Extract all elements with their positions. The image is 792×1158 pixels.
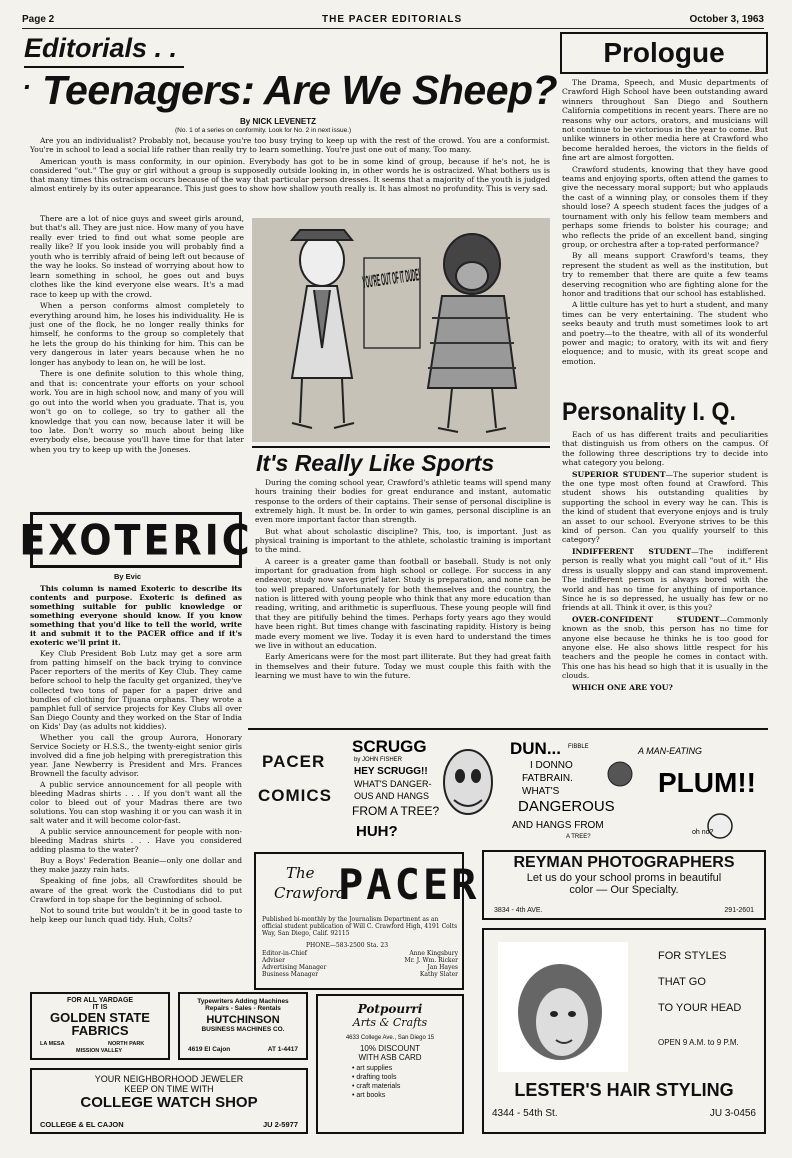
type-head: INDIFFERENT STUDENT [572,546,692,556]
dun-speech: A TREE? [566,834,591,840]
type-head: OVER-CONFIDENT STUDENT [572,614,720,624]
reyman-name: REYMAN PHOTOGRAPHERS [513,854,735,871]
exoteric-para: Buy a Boys' Federation Beanie—only one dollar and they make jazzy rain hats. [30,856,242,875]
prologue-title-box [560,32,768,74]
exoteric-para: A public service announcement for people with non-bleeding Madras shirts . . . Have you considered adding plasma to the water? [30,827,242,855]
staff-role: Adviser [262,957,285,964]
exoteric-para: Not to sound trite but wouldn't it be in good taste to help keep our lunch quad tidy. Huh, Colts? [30,905,242,924]
masthead-the: The [286,864,315,882]
dun-speech: FATBRAIN. [522,773,573,784]
plum-big: PLUM!! [658,767,756,798]
lester-l3: TO YOUR HEAD [658,1002,742,1014]
type-head: SUPERIOR STUDENT [572,469,666,479]
exoteric-para: Whether you call the group Aurora, Honorary Service Society or H.S.S., the twenty-eight senior girls involved did a fine job helping with preregistration this year. Jane Newberry is President and Mrs. Frances Brownell the faculty advisor. [30,732,242,778]
sports-headline: It's Really Like Sports [256,450,495,476]
masthead-phone: PHONE—583-2500 Sta. 23 [306,942,389,949]
potpourri-addr: 4633 College Ave., San Diego 15 [345,1035,435,1041]
exoteric-logo-text: EXOTERIC [19,515,253,565]
college-addr: COLLEGE & EL CAJON [40,1120,124,1129]
dun-small: FIBBLE [568,744,589,750]
staff-row [262,950,458,957]
hutch-ad [178,992,308,1060]
reyman-ad [482,850,766,920]
lester-ad [482,928,766,1134]
personality-headline: Personality I. Q. [562,398,736,426]
item-label: art books [356,1092,386,1099]
sports-column [255,478,551,682]
conformity-cartoon [252,218,550,442]
lester-hours: OPEN 9 A.M. to 9 P.M. [658,1038,739,1047]
type-text: —Commonly known as the snob, this person has no time for anyone else because he thinks he is too good for anyone else. He also shows little respect for his teachers and the people he comes in contact with. This one has his head so high that it is usually in the clouds. [562,614,768,681]
staff-row [262,964,458,971]
item-label: craft materials [356,1083,401,1090]
personality-intro: Each of us has different traits and peculiarities that distinguish us from others on the campus. Of the following three descriptions try to decide into what category you belong. [562,430,768,468]
scrugg-credit: by JOHN FISHER [354,757,403,763]
scrugg-speech: WHAT'S DANGER- [354,779,432,789]
golden-loc1: LA MESA [40,1041,65,1047]
scrugg-art [350,736,505,842]
exoteric-column [30,584,242,926]
teen-column [30,214,244,456]
lester-l2: THAT GO [658,976,706,988]
dun-art [508,736,634,842]
sports-para: During the coming school year, Crawford's athletic teams will spend many hours training their bodies for great endurance and instant, automatic response to the orders of their captains. Their sense of personal discipline is extremely high. It must be. In order to win games, personal discipline is an even more important factor than strength. [255,478,551,525]
item-label: drafting tools [356,1074,397,1081]
exoteric-intro: This column is named Exoteric to describe its contents and purpose. Exoteric is defined as something suitable for public knowledge or something everyone should know. If you know something that you'd like to tell the world, write it and submit it to the PACER office and if it's exoteric we'll print it. [30,584,242,648]
personality-type [562,615,768,681]
item-label: art supplies [356,1065,393,1072]
teen-col-para: There are a lot of nice guys and sweet girls around, but that's all. They are just nice. How many of you have really ever tried to find out what some people are really like? If you look inside you will probably find a youth who is terribly afraid of being left out because of the way he looks. So instead of worrying about how to learn something in school, he goes out and buys clothes like the kind everyone else wears. It's a mad race to keep up with the crowd. [30,214,244,299]
exoteric-byline: By Evic [114,572,142,581]
woman-photo [498,942,628,1072]
teen-byline: By NICK LEVENETZ [240,117,317,126]
sports-para: Early Americans were for the most part illiterate. But they had great faith in themselves and their future. Today we must couple this faith with the learning we must have to win the future. [255,652,551,680]
college-l2: KEEP ON TIME WITH [124,1084,214,1094]
exoteric-logo [19,512,253,568]
hutch-name: HUTCHINSON [206,1014,280,1026]
comic-dun [508,736,634,842]
dun-speech: I DONNO [530,760,573,771]
prologue-title: Prologue [603,37,725,68]
reyman-phone: 291-2601 [724,907,754,914]
personality-type [562,470,768,545]
issue-date: October 3, 1963 [689,14,764,25]
hutch-l1: Typewriters Adding Machines [197,998,289,1005]
lester-name: LESTER'S HAIR STYLING [514,1080,734,1100]
teen-col-para: There is one definite solution to this whole thing, and that is: concentrate your efforts on your school work. You are in high school now, and many of you will go out into the world when you graduate. That is, you won't go on to college, so try to gather all the knowledge that you can now, because later it will be too late. Don't worry so much about being like everybody else, because you'll have time for that later when you try to keep up with the Joneses. [30,369,244,454]
scrugg-speech: FROM A TREE? [352,804,440,818]
section-name: THE PACER EDITORIALS [322,14,463,25]
dun-speech: WHAT'S [522,786,560,797]
potpourri-item: • art books [352,1092,386,1099]
prologue-para: A little culture has yet to hurt a student, and many times can be very entertaining. The student who seeks beauty and truth must sometimes look to art and poetry—to the theatre, with all of its wonderful power and magic; to oratory, with its wit and fiery eloquence; and to music, with its great scope and emotion. [562,300,768,366]
staff-role: Business Manager [262,971,319,978]
teen-lead [30,136,550,196]
golden-loc3: MISSION VALLEY [76,1048,123,1054]
potpourri-items [318,1064,462,1100]
scrugg-speech: HEY SCRUGG!! [354,766,428,777]
editorials-label: Editorials . . . [24,33,178,95]
scrugg-speech: OUS AND HANGS [354,791,430,801]
sports-rule [252,446,550,448]
teen-col-para: When a person conforms almost completely to everything around him, he loses his individuality. He is just one of the flock, he no longer really thinks for himself, he conforms to the group so completely that he lets the group do his thinking for him. This can be very dangerous in later years because when he no longer has anybody to lean on, he will be lost. [30,301,244,367]
personality-type [562,547,768,613]
page-number: Page 2 [22,14,55,25]
golden-l2: IT IS [92,1004,108,1011]
teen-headline: Teenagers: Are We Sheep? [42,67,558,113]
staff-role: Editor-in-Chief [262,950,308,957]
dun-title: DUN... [510,739,561,758]
potpourri-item: • drafting tools [352,1074,397,1081]
college-l1: YOUR NEIGHBORHOOD JEWELER [94,1074,244,1084]
plum-small: A MAN-EATING [638,746,703,756]
potpourri-sub: Arts & Crafts [352,1016,428,1029]
dun-speech: AND HANGS FROM [512,820,604,831]
prologue-para: Crawford students, knowing that they have good teams and enjoying sports, often attend the games to give the necessary moral support; but who applauds the cast of a winning play, or consoles them if they should lose? A speech student faces the judges of a tournament with only his fellow team members and perhaps some friends to bolster his courage; and who reflects the pride of an excellent band, singing group, or orchestra after a top-rated performance? [562,164,768,249]
comics-label-1: PACER [262,752,326,771]
staff-name: Kathy Slater [419,971,458,978]
lester-l1: FOR STYLES [658,950,727,962]
type-text: —The superior student is the one type most often found at Crawford. This student shows his outstanding qualities by supporting the school in every way he can. This is the kind of student that everyone enjoys and is truly an asset to our school. Everyone strives to be this kind of person. Can you qualify yourself to this category? [562,469,768,545]
personality-closing: WHICH ONE ARE YOU? [572,682,673,692]
hutch-addr: 4619 El Cajon [188,1046,231,1053]
staff-name: Anne Kingsbury [409,950,458,957]
hutch-phone: AT 1-4417 [267,1046,298,1053]
lester-phone: JU 3-0456 [709,1108,756,1119]
comic-plum [636,736,768,842]
golden-loc2: NORTH PARK [108,1041,145,1047]
exoteric-para: Speaking of fine jobs, all Crawfordites should be aware of the great work the Custodians did to put Crawford in top shape for the beginning of school. [30,876,242,904]
masthead-staff [262,950,458,978]
potpourri-asb: WITH ASB CARD [358,1053,422,1062]
golden-l1: FOR ALL YARDAGE [66,997,134,1004]
staff-row [262,971,458,978]
college-name: COLLEGE WATCH SHOP [80,1094,258,1111]
teen-lead-para: American youth is mass conformity, in our opinion. Everybody has got to be in some kind of group, because if he's not, he is considered "out." The guy or girl without a group is supposedly outside looking in, in other words he is ostracized. What bothers us is that many times this ostracism occurs because of the way that particular person dresses. It seems that a majority of the youth is judged almost entirely by its outer appearance. This just goes to show how shallow youth really is. It has almost no profundity. This is very sad. [30,156,550,194]
comic-scrugg [350,736,505,842]
reyman-line1: Let us do your school proms in beautiful [526,872,722,884]
scrugg-speech: HUH? [356,823,398,840]
golden-ad [30,992,170,1060]
prologue-para: The Drama, Speech, and Music departments of Crawford High School have been outstanding award winners throughout San Diego and Southern California competitions in recent years. There are no reasons why our actors, orators, and musicians will not continue to be victorious in the year to come. But unlike winners in other media here at Crawford who become heralded heroes, the victors in the fields of fine art are almost forgotten. [562,78,768,163]
staff-name: Mr. J. Wm. Ricker [404,957,458,964]
masthead-crawford: Crawford [274,884,346,902]
plum-art [636,736,768,842]
scrugg-title: SCRUGG [352,737,427,756]
staff-role: Advertising Manager [262,964,327,971]
potpourri-disc: 10% DISCOUNT [359,1044,420,1053]
reyman-line2: color — Our Specialty. [569,884,679,896]
comics-label-2: COMICS [258,786,332,805]
potpourri-item: • craft materials [352,1083,401,1090]
page-header [22,14,764,29]
golden-l3: GOLDEN STATE [50,1010,150,1025]
prologue-para: By all means support Crawford's teams, they represent the student as well as the institution, but try to remember that there are quite a few teams deserving recognition who are fighting alone for the honor and traditions that our school has established. [562,251,768,298]
prologue-column [562,78,768,368]
masthead-box [254,852,480,990]
exoteric-para: Key Club President Bob Lutz may get a sore arm from patting himself on the back trying to convince Pacer reporters of the merits of Key Club. They came before school to help the faculty get organized, they've collected two tons of paper for a paper drive and bundles of clothing for Tijuana orphans. They wrote a pamphlet full of service projects for Key Clubs all over San Diego County and they worked on the Star of India on Kids' Day (as adults not kiddies). [30,649,242,731]
sports-para: A career is a greater game than football or baseball. Study is not only important for graduation from high school or college. For success in any endeavor, study now saves grief later. Study is preparation, and none can be too well prepared. Unfortunately for both themselves and the country, the nation is littered with young people who think that any more education than reading, writing, and arithmetic is superfluous. These young people will find that they are pitifully behind the times. Perhaps forty years ago they would have been right. But times change with fascinating rapidity. History is being made every moment we live. Today it is even hard to understand the times we live in without an education. [255,556,551,650]
reyman-addr: 3834 - 4th AVE. [494,907,543,914]
hutch-l2: Repairs - Sales - Rentals [205,1005,281,1012]
exoteric-para: A public service announcement for all people with bleeding Madras shirts . . . If you don't want all the color to bleed out of your Madras there are two solutions. You can stop washing it or you can wash it in salt water and it will become color-fast. [30,779,242,826]
dun-speech: DANGEROUS [518,798,615,815]
masthead-pub: Published bi-monthly by the Journalism Department as an official student publication of Will C. Crawford High, 4191 Colts Way, San Diego, Calif. 92115 [262,916,458,937]
hutch-sub: BUSINESS MACHINES CO. [201,1026,285,1033]
golden-l4: FABRICS [71,1023,129,1038]
potpourri-ad [316,994,464,1134]
comics-rule [248,728,768,730]
college-phone: JU 2-5977 [262,1120,298,1129]
potpourri-item: • art supplies [352,1065,393,1072]
masthead-name: PACER [338,860,480,909]
lester-addr: 4344 - 54th St. [492,1108,558,1119]
college-ad [30,1068,308,1134]
sports-para: But what about scholastic discipline? This, too, is important. Just as physical training is important to the athlete, scholastic training is important to the mind. [255,526,551,555]
potpourri-name: Potpourri [357,1002,423,1016]
teen-series-note: (No. 1 of a series on conformity. Look for No. 2 in next issue.) [175,127,352,134]
cartoon-drawing [252,218,550,442]
staff-row [262,957,458,964]
personality-column [562,430,768,694]
editorials-label-box [24,32,184,95]
teen-lead-para: Are you an individualist? Probably not, because you're too busy trying to keep up with the rest of the crowd. You are a conformist. You're in school to lead a social life rather than really try to learn something. You're just one out of many. Too many. [30,136,550,155]
plum-end: oh no? [692,829,714,836]
staff-name: Jan Hayes [427,964,458,971]
type-text: —The indifferent person is really what you might call "out of it." His dress is usually sloppy and can stand improvement. The indifferent person is always bored with the world and has no time for anything of importance. Since he is so depressed, he usually has few or no friends at all. Think it over, is this you? [562,546,768,613]
